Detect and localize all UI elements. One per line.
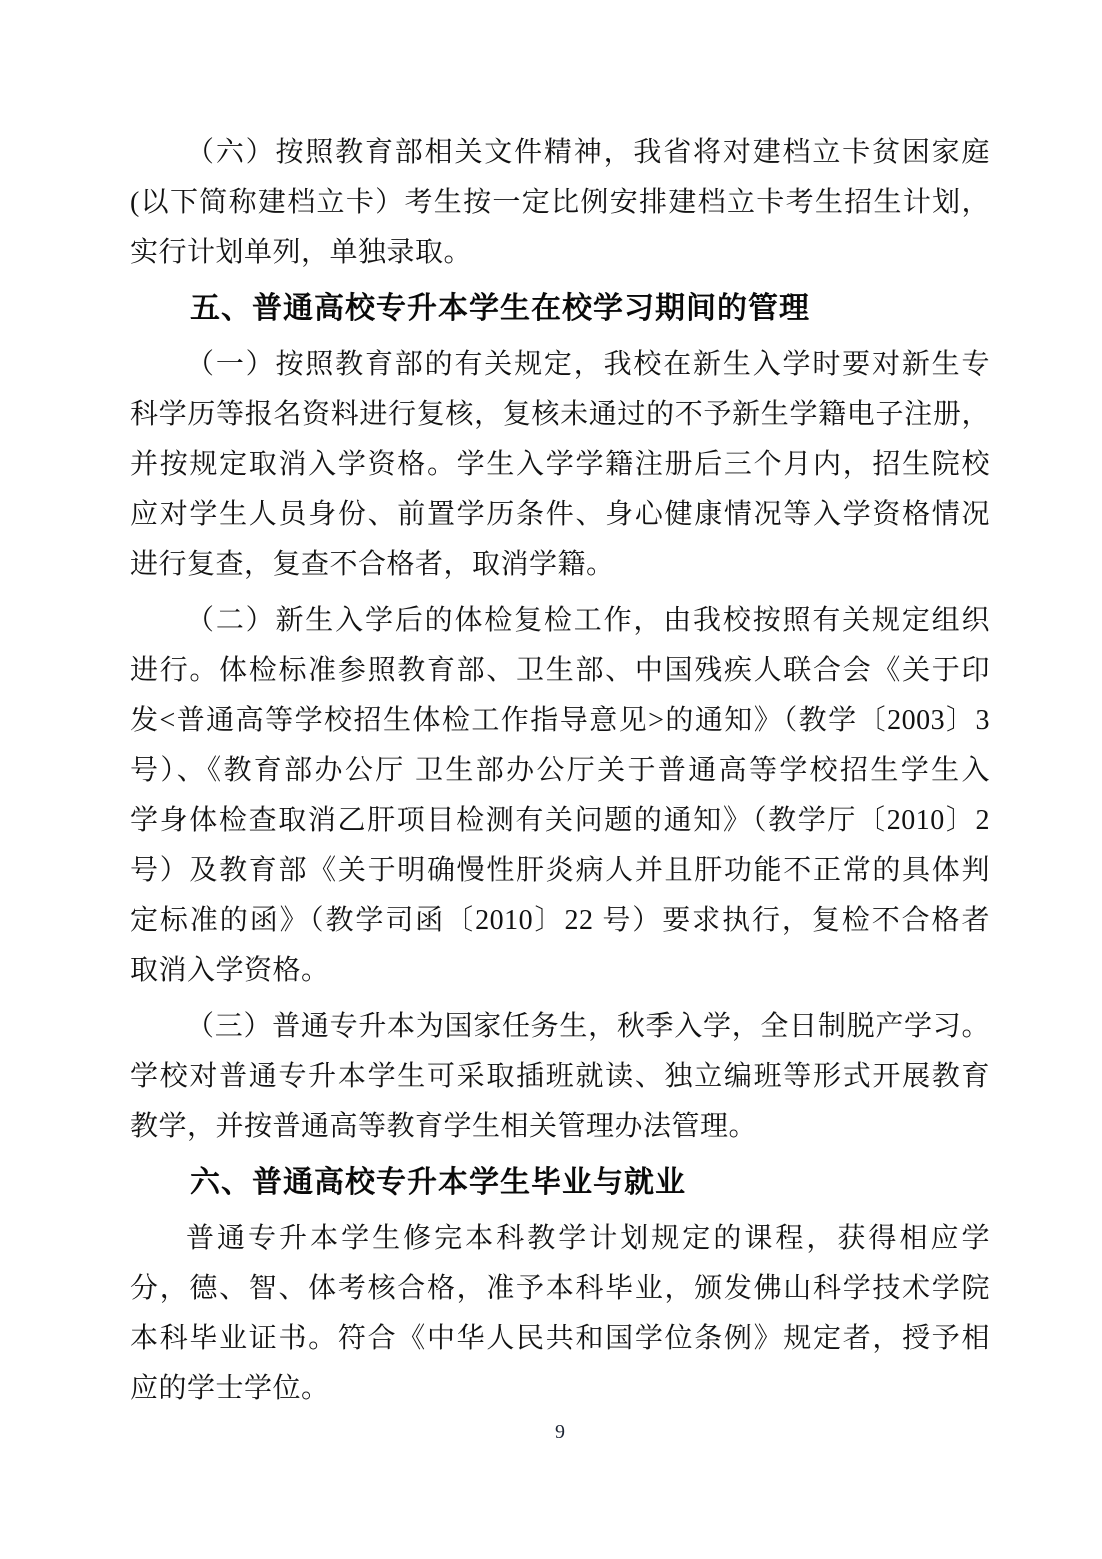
text-line: 定标准的函》（教学司函〔2010〕22 号）要求执行，复检不合格者 <box>130 905 990 936</box>
paragraph-item-6 <box>130 128 990 278</box>
text-line: （六）按照教育部相关文件精神，我省将对建档立卡贫困家庭 <box>186 137 990 168</box>
text-line: （三）普通专升本为国家任务生，秋季入学，全日制脱产学习。 <box>186 1011 990 1042</box>
text-line: (以下简称建档立卡）考生按一定比例安排建档立卡考生招生计划， <box>130 187 990 218</box>
text-line: 应对学生人员身份、前置学历条件、身心健康情况等入学资格情况 <box>130 499 990 530</box>
text-line: （二）新生入学后的体检复检工作，由我校按照有关规定组织 <box>186 605 990 636</box>
section-heading-6: 六、普通高校专升本学生毕业与就业 <box>190 1166 686 1199</box>
text-line: 学校对普通专升本学生可采取插班就读、独立编班等形式开展教育 <box>130 1061 990 1092</box>
paragraph-item-2 <box>130 596 990 996</box>
text-line: 进行。体检标准参照教育部、卫生部、中国残疾人联合会《关于印 <box>130 655 990 686</box>
text-line: 号）、《教育部办公厅 卫生部办公厅关于普通高等学校招生学生入 <box>130 755 990 786</box>
text-line: 发<普通高等学校招生体检工作指导意见>的通知》（教学〔2003〕3 <box>130 705 990 736</box>
text-line: 取消入学资格。 <box>130 955 330 986</box>
text-line: 进行复查，复查不合格者，取消学籍。 <box>130 549 615 580</box>
text-line: 本科毕业证书。符合《中华人民共和国学位条例》规定者，授予相 <box>130 1323 990 1354</box>
text-line: 号）及教育部《关于明确慢性肝炎病人并且肝功能不正常的具体判 <box>130 855 990 886</box>
page-number: 9 <box>555 1421 565 1443</box>
section-heading-5: 五、普通高校专升本学生在校学习期间的管理 <box>190 292 810 325</box>
text-line: 应的学士学位。 <box>130 1373 330 1404</box>
text-line: （一）按照教育部的有关规定，我校在新生入学时要对新生专 <box>186 349 990 380</box>
text-line: 并按规定取消入学资格。学生入学学籍注册后三个月内，招生院校 <box>130 449 990 480</box>
text-line: 普通专升本学生修完本科教学计划规定的课程，获得相应学 <box>186 1223 990 1254</box>
text-line: 教学，并按普通高等教育学生相关管理办法管理。 <box>130 1111 758 1142</box>
text-line: 实行计划单列，单独录取。 <box>130 237 473 268</box>
text-line: 科学历等报名资料进行复核，复核未通过的不予新生学籍电子注册， <box>130 399 990 430</box>
text-line: 学身体检查取消乙肝项目检测有关问题的通知》（教学厅〔2010〕2 <box>130 805 990 836</box>
paragraph-graduation <box>130 1214 990 1414</box>
paragraph-item-1 <box>130 340 990 590</box>
paragraph-item-3 <box>130 1002 990 1152</box>
text-line: 分，德、智、体考核合格，准予本科毕业，颁发佛山科学技术学院 <box>130 1273 990 1304</box>
